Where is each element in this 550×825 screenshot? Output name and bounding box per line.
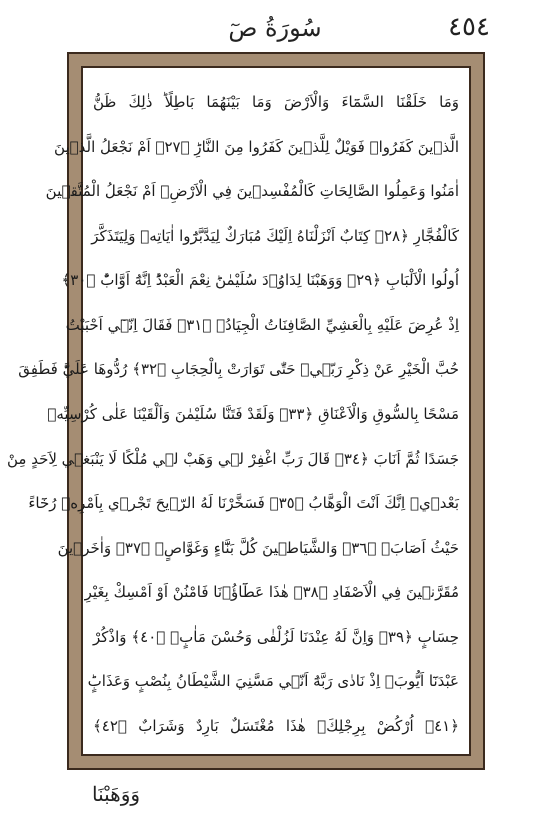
text-line: اِذْ عُرِضَ عَلَيْهِ بِالْعَشِيِّ الصَّافِنَاتُ الْجِيَادُۙ ﴿٣١﴾ فَقَالَ اِنّ۪ٓي اَحْبَبْتُ [65,315,459,334]
text-line: حُبَّ الْخَيْرِ عَنْ ذِكْرِ رَبّ۪يۚ حَتّٰى تَوَارَتْ بِالْحِجَابِ ﴿٣٢﴾ رُدُّوهَا عَلَيَّؕ فَطَفِقَ [18,360,459,379]
text-line: حِسَابٍ ﴿٣٩﴾ وَاِنَّ لَهُ عِنْدَنَا لَزُلْفٰى وَحُسْنَ مَاٰبٍ۟ ﴿٤٠﴾ وَاذْكُرْ [93,627,459,646]
text-line: بَعْد۪يۚ اِنَّكَ اَنْتَ الْوَهَّابُ ﴿٣٥﴾ فَسَخَّرْنَا لَهُ الرّ۪يحَ تَجْر۪ي بِاَمْرِه۪ رُخَٓاءً [28,494,459,513]
text-line: اُولُوا الْاَلْبَابِ ﴿٢٩﴾ وَوَهَبْنَا لِدَاوُ۫دَ سُلَيْمٰنَؕ نِعْمَ الْعَبْدُؕ اِنَّهُٓ اَوَّابٌؕ ﴿٣٠﴾ [61,271,459,290]
text-line: مُقَرَّن۪ينَ فِي الْاَصْفَادِ ﴿٣٨﴾ هٰذَا عَطَٓاؤُ۬نَا فَامْنُنْ اَوْ اَمْسِكْ بِغَيْرِ [84,583,459,602]
page-frame [6,52,485,770]
text-line: كَالْفُجَّارِ ﴿٢٨﴾ كِتَابٌ اَنْزَلْنَاهُ اِلَيْكَ مُبَارَكٌ لِيَدَّبَّرُٓوا اٰيَاتِه۪ وَلِيَتَذَكَّرَ [91,226,459,245]
text-line: ﴿٤١﴾ اُرْكُضْ بِرِجْلِكَۚ هٰذَا مُغْتَسَلٌ بَارِدٌ وَشَرَابٌ ﴿٤٢﴾ [93,716,459,735]
text-line: مَسْحًا بِالسُّوقِ وَالْاَعْنَاقِ ﴿٣٣﴾ وَلَقَدْ فَتَنَّا سُلَيْمٰنَ وَاَلْقَيْنَا عَلٰى كُرْسِيِّه۪ [47,404,459,423]
text-line: اٰمَنُوا وَعَمِلُوا الصَّالِحَاتِ كَالْمُفْسِد۪ينَ فِي الْاَرْضِۘ اَمْ نَجْعَلُ الْمُتَّق۪ينَ [45,182,459,201]
sura-title: سُورَةُ صٓ [228,14,322,42]
catchword: وَوَهَبْنَا [92,782,141,806]
page-number: ٤٥٤ [448,12,490,42]
text-line: جَسَدًا ثُمَّ اَنَابَ ﴿٣٤﴾ قَالَ رَبِّ اغْفِرْ ل۪ي وَهَبْ ل۪ي مُلْكًا لَا يَنْبَغ۪ي لِاَحَدٍ مِنْ [6,449,459,468]
page-header [60,8,490,48]
text-line: عَبْدَنَٓا اَيُّوبَۢ اِذْ نَادٰى رَبَّهُٓ اَنّ۪ي مَسَّنِيَ الشَّيْطَانُ بِنُصْبٍ وَعَذَابٍؕ [87,672,459,691]
text-frame [6,66,471,756]
verse-text [6,88,459,740]
text-line: وَمَا خَلَقْنَا السَّمَٓاءَ وَالْاَرْضَ وَمَا بَيْنَهُمَا بَاطِلًاؕ ذٰلِكَ ظَنُّ [93,93,459,111]
text-line: حَيْثُ اَصَابَۙ ﴿٣٦﴾ وَالشَّيَاط۪ينَ كُلَّ بَنَّٓاءٍ وَغَوَّاصٍۙ ﴿٣٧﴾ وَاٰخَر۪ينَ [57,538,459,557]
text-line: الَّذ۪ينَ كَفَرُواۚ فَوَيْلٌ لِلَّذ۪ينَ كَفَرُوا مِنَ النَّارِؕ ﴿٢٧﴾ اَمْ نَجْعَلُ الَّذ۪ينَ [54,137,459,156]
